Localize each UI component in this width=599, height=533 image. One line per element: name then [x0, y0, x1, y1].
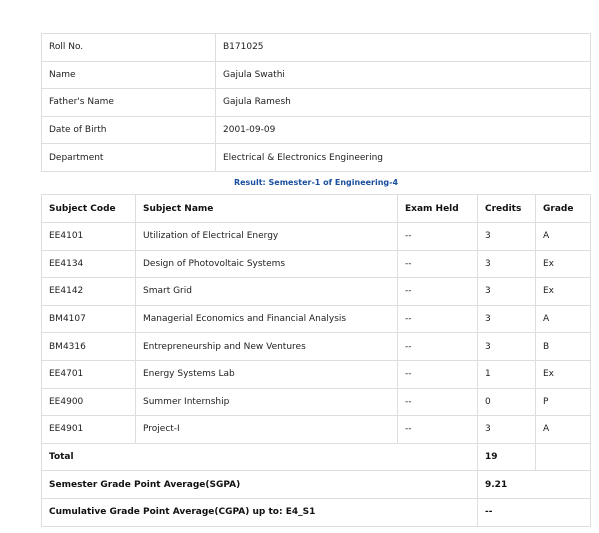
- subject-code: EE4701: [42, 360, 136, 388]
- header-exam-held: Exam Held: [398, 195, 478, 223]
- header-credits: Credits: [478, 195, 536, 223]
- subject-name: Utilization of Electrical Energy: [136, 223, 398, 251]
- roll-no-label: Roll No.: [42, 34, 216, 62]
- cgpa-value: --: [478, 498, 591, 526]
- credits: 3: [478, 223, 536, 251]
- credits: 3: [478, 416, 536, 444]
- cgpa-label: Cumulative Grade Point Average(CGPA) up to: E4_S1: [42, 498, 478, 526]
- grades-header-row: [42, 195, 591, 223]
- grade: A: [536, 416, 591, 444]
- grade: A: [536, 223, 591, 251]
- table-row: [42, 223, 591, 251]
- subject-name: Energy Systems Lab: [136, 360, 398, 388]
- subject-name: Smart Grid: [136, 278, 398, 306]
- subject-name: Design of Photovoltaic Systems: [136, 250, 398, 278]
- dob-label: Date of Birth: [42, 116, 216, 144]
- credits: 1: [478, 360, 536, 388]
- exam-held: --: [398, 223, 478, 251]
- table-row: [42, 305, 591, 333]
- dob-value: 2001-09-09: [216, 116, 591, 144]
- subject-code: EE4142: [42, 278, 136, 306]
- credits: 0: [478, 388, 536, 416]
- table-row: [42, 250, 591, 278]
- cgpa-row: [42, 498, 591, 526]
- sgpa-value: 9.21: [478, 471, 591, 499]
- total-label: Total: [42, 443, 478, 471]
- grade: Ex: [536, 278, 591, 306]
- exam-held: --: [398, 333, 478, 361]
- table-row: [42, 333, 591, 361]
- subject-name: Managerial Economics and Financial Analysis: [136, 305, 398, 333]
- sgpa-row: [42, 471, 591, 499]
- sgpa-label: Semester Grade Point Average(SGPA): [42, 471, 478, 499]
- student-row-father-name: [42, 89, 591, 117]
- name-value: Gajula Swathi: [216, 61, 591, 89]
- table-row: [42, 360, 591, 388]
- credits: 3: [478, 250, 536, 278]
- credits: 3: [478, 278, 536, 306]
- exam-held: --: [398, 388, 478, 416]
- grade: Ex: [536, 250, 591, 278]
- header-subject-code: Subject Code: [42, 195, 136, 223]
- grade: P: [536, 388, 591, 416]
- subject-name: Entrepreneurship and New Ventures: [136, 333, 398, 361]
- exam-held: --: [398, 250, 478, 278]
- exam-held: --: [398, 278, 478, 306]
- subject-code: EE4900: [42, 388, 136, 416]
- total-row: [42, 443, 591, 471]
- total-grade-empty: [536, 443, 591, 471]
- student-row-dob: [42, 116, 591, 144]
- grade: B: [536, 333, 591, 361]
- table-row: [42, 278, 591, 306]
- grade: Ex: [536, 360, 591, 388]
- grades-table: [41, 194, 591, 527]
- department-label: Department: [42, 144, 216, 172]
- father-name-value: Gajula Ramesh: [216, 89, 591, 117]
- roll-no-value: B171025: [216, 34, 591, 62]
- subject-code: BM4107: [42, 305, 136, 333]
- table-row: [42, 416, 591, 444]
- exam-held: --: [398, 360, 478, 388]
- exam-held: --: [398, 416, 478, 444]
- subject-code: BM4316: [42, 333, 136, 361]
- student-row-department: [42, 144, 591, 172]
- subject-name: Summer Internship: [136, 388, 398, 416]
- table-row: [42, 388, 591, 416]
- header-grade: Grade: [536, 195, 591, 223]
- subject-name: Project-I: [136, 416, 398, 444]
- header-subject-name: Subject Name: [136, 195, 398, 223]
- subject-code: EE4101: [42, 223, 136, 251]
- student-row-roll-no: [42, 34, 591, 62]
- student-row-name: [42, 61, 591, 89]
- exam-held: --: [398, 305, 478, 333]
- subject-code: EE4901: [42, 416, 136, 444]
- result-heading: Result: Semester-1 of Engineering-4: [233, 178, 399, 187]
- name-label: Name: [42, 61, 216, 89]
- student-details-table: [41, 33, 591, 172]
- subject-code: EE4134: [42, 250, 136, 278]
- department-value: Electrical & Electronics Engineering: [216, 144, 591, 172]
- total-credits: 19: [478, 443, 536, 471]
- grade: A: [536, 305, 591, 333]
- father-name-label: Father's Name: [42, 89, 216, 117]
- credits: 3: [478, 305, 536, 333]
- credits: 3: [478, 333, 536, 361]
